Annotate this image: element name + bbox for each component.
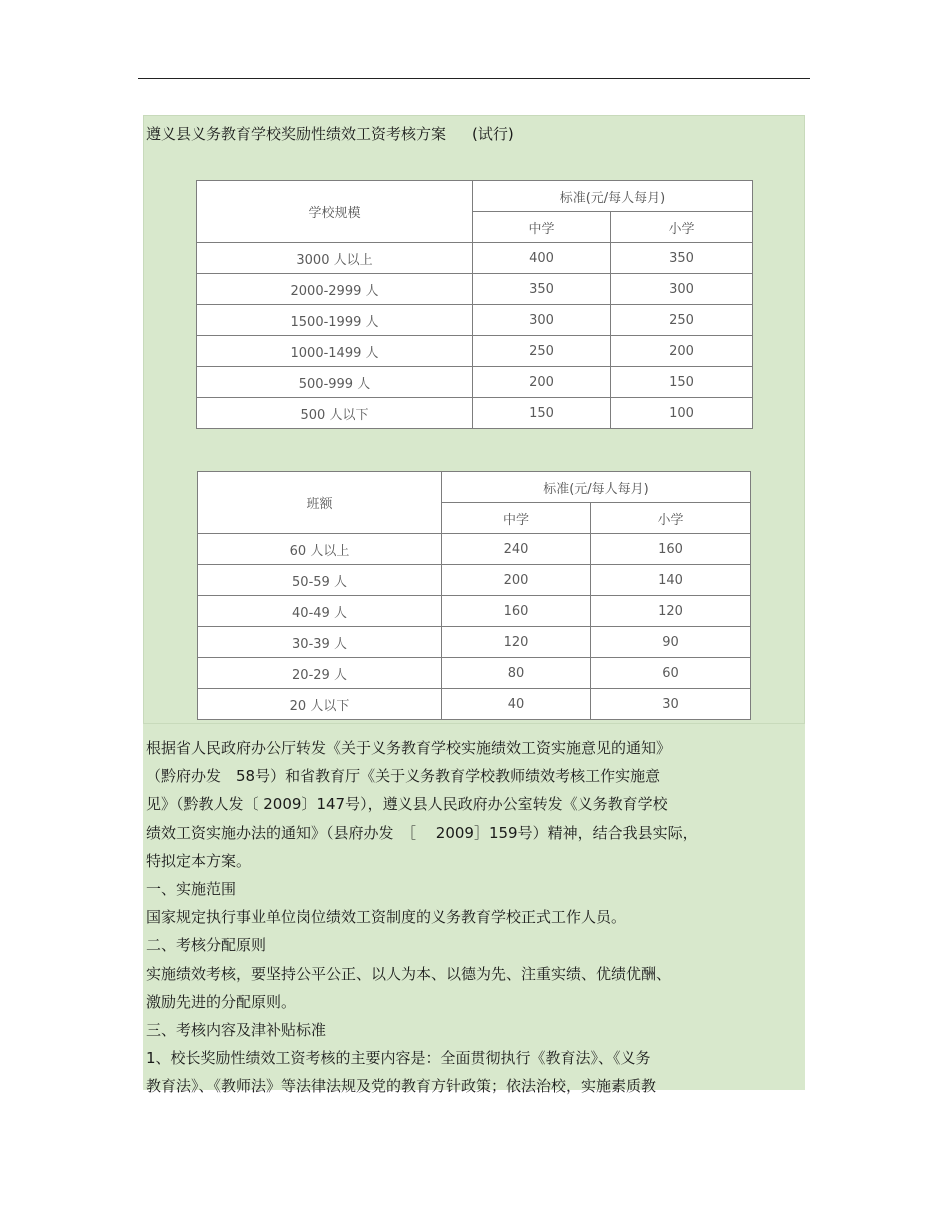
primary-school-value: 140: [591, 565, 751, 596]
section-heading: 二、考核分配原则: [146, 936, 267, 955]
row-label: 1000-1499 人: [197, 336, 473, 367]
table-row: [197, 398, 753, 429]
body-line: 特拟定本方案。: [146, 851, 252, 870]
body-line: 1、校长奖励性绩效工资考核的主要内容是：全面贯彻执行《教育法》、《义务: [146, 1049, 651, 1068]
table-row: [198, 596, 751, 627]
table-row: [198, 658, 751, 689]
middle-school-value: 150: [473, 398, 611, 429]
header-class-size: 班额: [198, 472, 442, 534]
primary-school-value: 200: [611, 336, 753, 367]
primary-school-value: 350: [611, 243, 753, 274]
body-line: 根据省人民政府办公厅转发《关于义务教育学校实施绩效工资实施意见的通知》: [146, 739, 672, 757]
primary-school-value: 100: [611, 398, 753, 429]
table-row: [198, 627, 751, 658]
row-label: 3000 人以上: [197, 243, 473, 274]
row-label: 60 人以上: [198, 534, 442, 565]
body-line: 教育法》、《教师法》等法律法规及党的教育方针政策；依法治校，实施素质教: [146, 1077, 657, 1096]
primary-school-value: 60: [591, 658, 751, 689]
row-label: 50-59 人: [198, 565, 442, 596]
document-title-text: 遵义县义务教育学校奖励性绩效工资考核方案: [146, 125, 447, 143]
row-label: 30-39 人: [198, 627, 442, 658]
document-title: [146, 124, 514, 144]
primary-school-value: 30: [591, 689, 751, 720]
middle-school-value: 160: [442, 596, 591, 627]
table-row: [197, 274, 753, 305]
middle-school-value: 350: [473, 274, 611, 305]
section-heading: 三、考核内容及津补贴标准: [146, 1021, 327, 1040]
body-line: （黔府办发 58号）和省教育厅《关于义务教育学校教师绩效考核工作实施意: [146, 767, 661, 786]
primary-school-value: 120: [591, 596, 751, 627]
row-label: 1500-1999 人: [197, 305, 473, 336]
middle-school-value: 80: [442, 658, 591, 689]
body-text: [146, 734, 801, 1101]
middle-school-value: 250: [473, 336, 611, 367]
header-middle-school: 中学: [473, 212, 611, 243]
header-school-size: 学校规模: [197, 181, 473, 243]
table-row: [197, 243, 753, 274]
school-size-table: [196, 180, 753, 429]
table-row: [198, 689, 751, 720]
primary-school-value: 150: [611, 367, 753, 398]
body-line: 国家规定执行事业单位岗位绩效工资制度的义务教育学校正式工作人员。: [146, 908, 627, 927]
middle-school-value: 200: [473, 367, 611, 398]
document-title-suffix: (试行): [472, 125, 514, 143]
class-size-table: [197, 471, 751, 720]
body-line: 绩效工资实施办法的通知》（县府办发 ［ 2009］159号）精神，结合我县实际，: [146, 823, 698, 842]
table-row: [197, 367, 753, 398]
row-label: 500-999 人: [197, 367, 473, 398]
primary-school-value: 250: [611, 305, 753, 336]
middle-school-value: 120: [442, 627, 591, 658]
row-label: 40-49 人: [198, 596, 442, 627]
primary-school-value: 90: [591, 627, 751, 658]
header-middle-school: 中学: [442, 503, 591, 534]
header-primary-school: 小学: [611, 212, 753, 243]
middle-school-value: 300: [473, 305, 611, 336]
table-row: [198, 565, 751, 596]
row-label: 2000-2999 人: [197, 274, 473, 305]
body-line: 激励先进的分配原则。: [146, 992, 297, 1011]
primary-school-value: 300: [611, 274, 753, 305]
middle-school-value: 40: [442, 689, 591, 720]
middle-school-value: 240: [442, 534, 591, 565]
primary-school-value: 160: [591, 534, 751, 565]
header-standard: 标准(元/每人每月): [442, 472, 751, 503]
row-label: 20 人以下: [198, 689, 442, 720]
header-rule: [138, 78, 810, 79]
table-row: [198, 534, 751, 565]
section-heading: 一、实施范围: [146, 880, 237, 899]
body-line: 实施绩效考核，要坚持公平公正、以人为本、以德为先、注重实绩、优绩优酬、: [146, 964, 672, 983]
table-row: [197, 305, 753, 336]
header-standard: 标准(元/每人每月): [473, 181, 753, 212]
middle-school-value: 400: [473, 243, 611, 274]
header-primary-school: 小学: [591, 503, 751, 534]
row-label: 500 人以下: [197, 398, 473, 429]
row-label: 20-29 人: [198, 658, 442, 689]
middle-school-value: 200: [442, 565, 591, 596]
table-row: [197, 336, 753, 367]
body-line: 见》（黔教人发〔 2009〕147号），遵义县人民政府办公室转发《义务教育学校: [146, 795, 668, 814]
